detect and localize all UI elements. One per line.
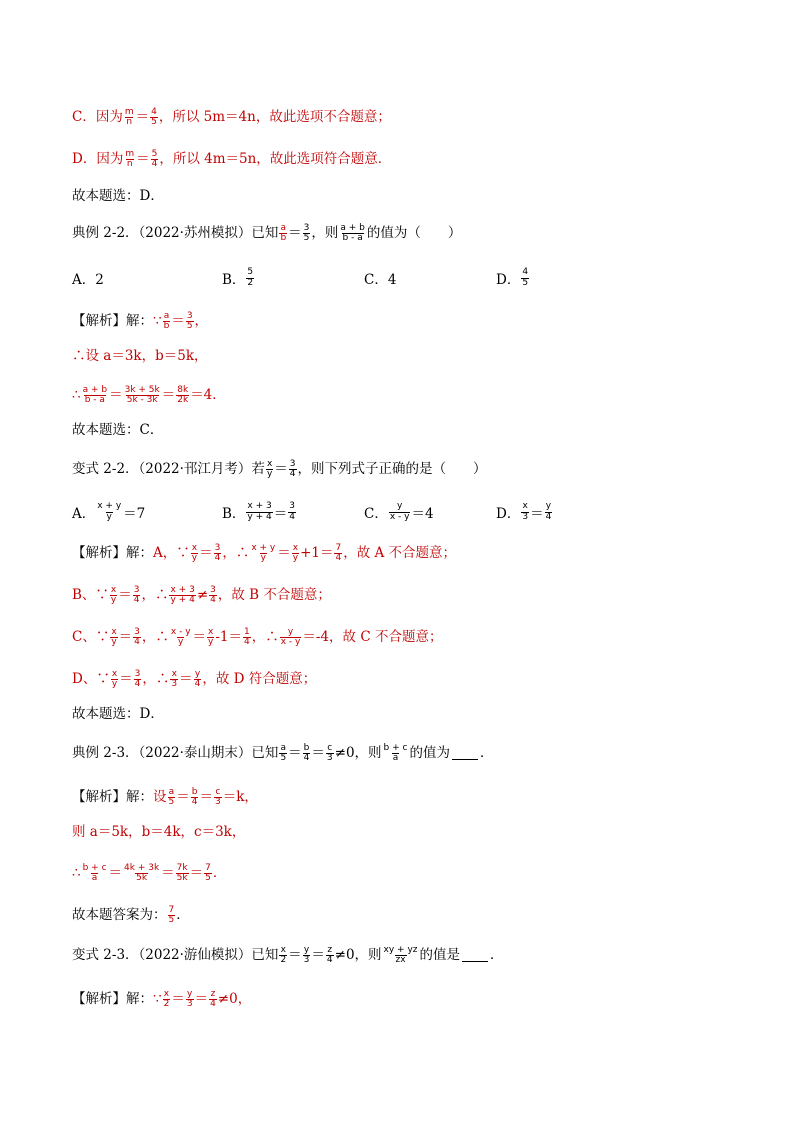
option-d: D． $\frac{x}{3}$ ＝ $\frac{y}{4}$: [496, 501, 552, 522]
solution-line-b: B、∵ $\frac{x}{y}$ ＝ $\frac{3}{4}$ ，∴ $\frac{x + 3}{y + 4}$ ≠ $\frac{3}{4}$ ，故 B 不合题意；: [72, 585, 331, 606]
solution-line-a: 【解析】解： A，∵ $\frac{x}{y}$ ＝ $\frac{3}{4}$ ，∴ $\frac{x + y}{y}$ ＝ $\frac{x}{y}$ +1＝ $\frac{7}{4}$ ，故 A 不合题意；: [72, 543, 457, 564]
solution-line-c: C、∵ $\frac{x}{y}$ ＝ $\frac{3}{4}$ ，∴ $\frac{x - y}{y}$ ＝ $\frac{x}{y}$ -1＝ $\frac{1}{4}$ ，∴ $\frac{y}{x - y}$ ＝-4 ，故 C 不合题意；: [72, 627, 443, 648]
answer-line: 故本题答案为： $\frac{7}{5}$ ．: [72, 905, 190, 926]
fraction: $\frac{5}{4}$: [151, 149, 158, 170]
answer-line: 故本题选：C．: [72, 422, 164, 438]
solution-line-d: D、∵ $\frac{x}{y}$ ＝ $\frac{3}{4}$ ，∴ $\frac{x}{3}$ ＝ $\frac{y}{4}$ ，故 D 符合题意；: [72, 669, 317, 690]
option-b: B． $\frac{5}{2}$: [222, 267, 254, 288]
solution-line: 【解析】解： 设 $\frac{a}{5}$ ＝ $\frac{b}{4}$ ＝ $\frac{c}{3}$ ＝k，: [72, 787, 258, 808]
option-c: C． $\frac{y}{x - y}$ ＝4: [364, 501, 434, 522]
fraction: $\frac{4}{5}$: [151, 107, 157, 128]
example-2-2-title: 典例 2-2．（2022·苏州模拟）已知 $\frac{a}{b}$ ＝ $\frac{3}{5}$ ，则 $\frac{a + b}{b - a}$ 的值为（ ）: [72, 223, 462, 244]
answer-line: 故本题选：D．: [72, 706, 164, 722]
fraction: $\frac{m}{n}$: [124, 107, 134, 128]
solution-line: ∴ $\frac{b + c}{a}$ ＝ $\frac{4k + 3k}{5k}$ ＝ $\frac{7k}{5k}$ ＝ $\frac{7}{5}$ ．: [72, 863, 227, 884]
fraction: $\frac{m}{n}$: [125, 149, 135, 170]
solution-line: 则 a＝5k，b＝4k，c＝3k，: [72, 824, 246, 840]
option-b: B． $\frac{x + 3}{y + 4}$ ＝ $\frac{3}{4}$: [222, 501, 295, 522]
option-c: C．4: [364, 272, 397, 288]
solution-line-d: D．因为 $\frac{m}{n}$ ＝ $\frac{5}{4}$ ，所以 4m＝5n，故此选项符合题意．: [72, 149, 392, 170]
variant-2-3-title: 变式 2-3．（2022·游仙模拟）已知 $\frac{x}{2}$ ＝ $\frac{y}{3}$ ＝ $\frac{z}{4}$ ≠0，则 $\frac{xy + yz}{zx}$ 的值是 ．: [72, 945, 504, 966]
variant-2-2-title: 变式 2-2．（2022·邗江月考）若 $\frac{x}{y}$ ＝ $\frac{3}{4}$ ，则下列式子正确的是（ ）: [72, 459, 487, 480]
answer-line: 故本题选：D．: [72, 188, 164, 204]
solution-line: ∴ $\frac{a + b}{b - a}$ ＝ $\frac{3k + 5k}{5k - 3k}$ ＝ $\frac{8k}{2k}$ ＝4．: [72, 385, 226, 406]
solution-line: ∴设 a＝3k，b＝5k，: [72, 348, 208, 364]
example-2-3-title: 典例 2-3．（2022·泰山期末）已知 $\frac{a}{5}$ ＝ $\frac{b}{4}$ ＝ $\frac{c}{3}$ ≠0，则 $\frac{b + c}{a}$ 的值为 ．: [72, 743, 494, 764]
solution-line-c: C．因为 $\frac{m}{n}$ ＝ $\frac{4}{5}$ ，所以 5m＝4n，故此选项不合题意；: [72, 107, 391, 128]
option-a: A．2: [72, 272, 104, 288]
answer-blank: [462, 949, 488, 962]
option-a: A． $\frac{x + y}{y}$ ＝7: [72, 501, 146, 522]
answer-blank: [452, 747, 478, 760]
solution-line: 【解析】解： ∵ $\frac{x}{2}$ ＝ $\frac{y}{3}$ ＝ $\frac{z}{4}$ ≠0，: [72, 989, 252, 1010]
solution-line: 【解析】解： ∵ $\frac{a}{b}$ ＝ $\frac{3}{5}$ ，: [72, 311, 209, 332]
option-d: D． $\frac{4}{5}$: [496, 267, 529, 288]
